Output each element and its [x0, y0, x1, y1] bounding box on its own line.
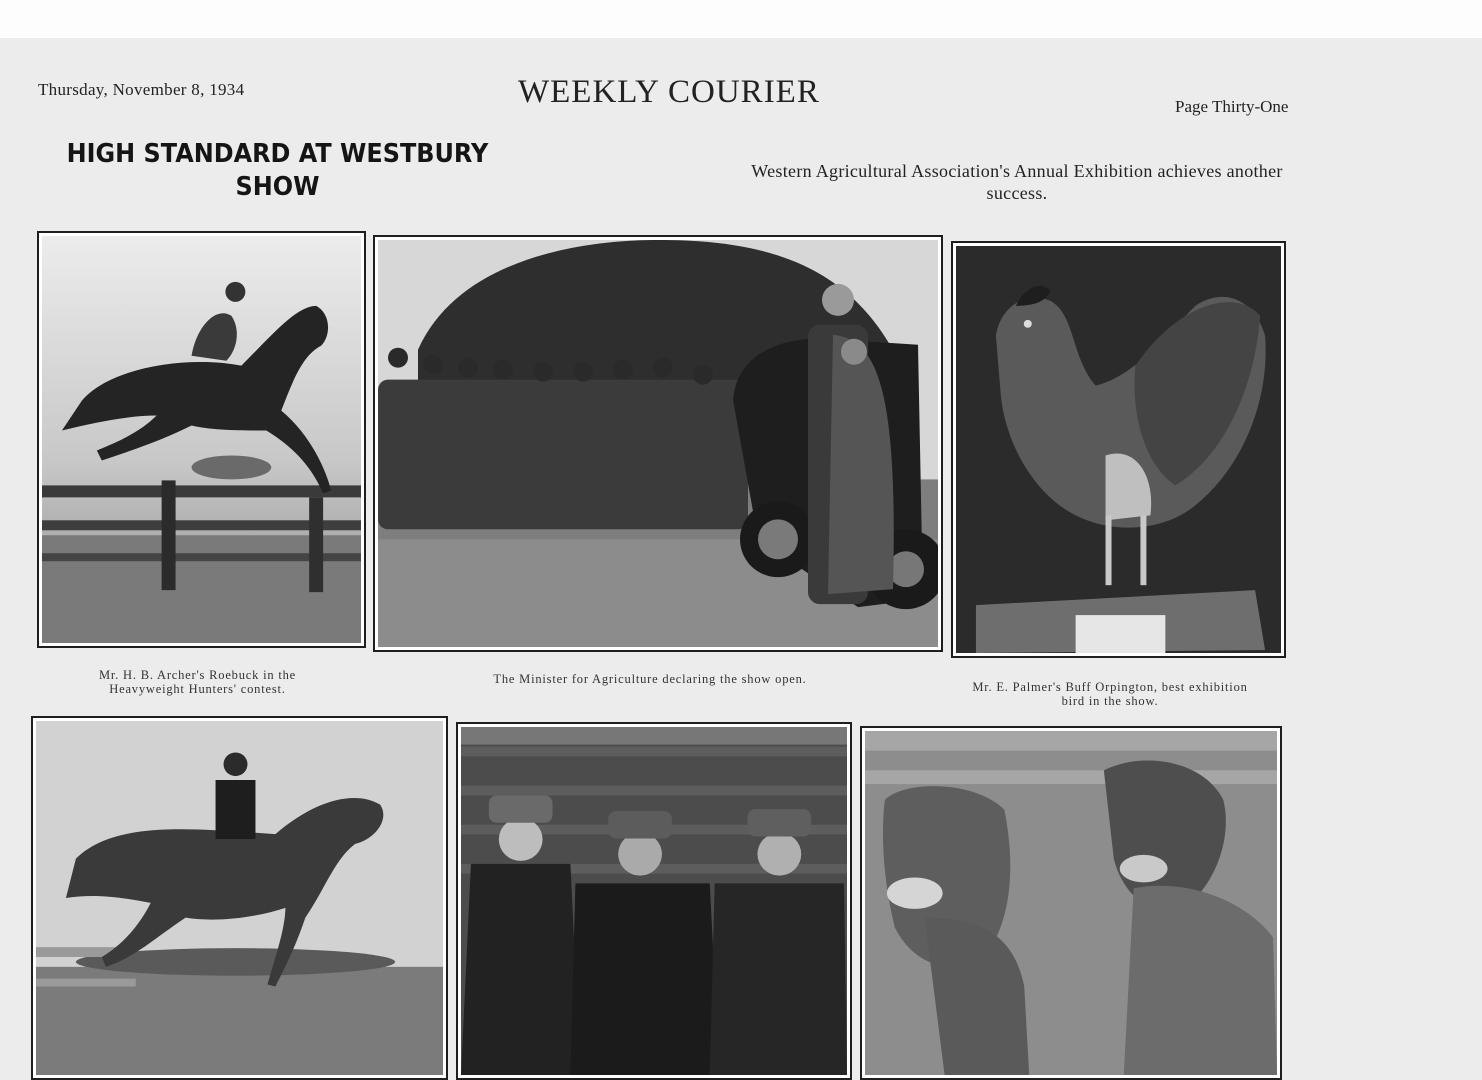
page-number: Page Thirty-One [1175, 97, 1289, 116]
photo-buff-orpington [951, 241, 1286, 658]
photo-show-opening [373, 235, 943, 652]
photo-jersey-cows [860, 726, 1282, 1080]
scanner-margin [0, 0, 1482, 38]
headline-line-1: HIGH STANDARD AT WESTBURY [66, 139, 489, 169]
headline-line-2: SHOW [235, 172, 320, 202]
photo-hunter-jump [37, 231, 366, 648]
issue-date: Thursday, November 8, 1934 [38, 80, 245, 99]
photo-three-men [456, 722, 852, 1080]
photo-horse-jump-two [31, 716, 448, 1080]
caption-hunter-jump: Mr. H. B. Archer's Roebuck in the Heavyweight Hunters' contest. [98, 668, 297, 696]
caption-buff-orpington: Mr. E. Palmer's Buff Orpington, best exhibition bird in the show. [972, 680, 1248, 708]
headline [59, 138, 496, 204]
caption-show-opening: The Minister for Agriculture declaring the show open. [493, 672, 807, 686]
newspaper-title: WEEKLY COURIER [518, 74, 820, 110]
subheadline: Western Agricultural Association's Annual Exhibition achieves another success. [751, 161, 1283, 203]
